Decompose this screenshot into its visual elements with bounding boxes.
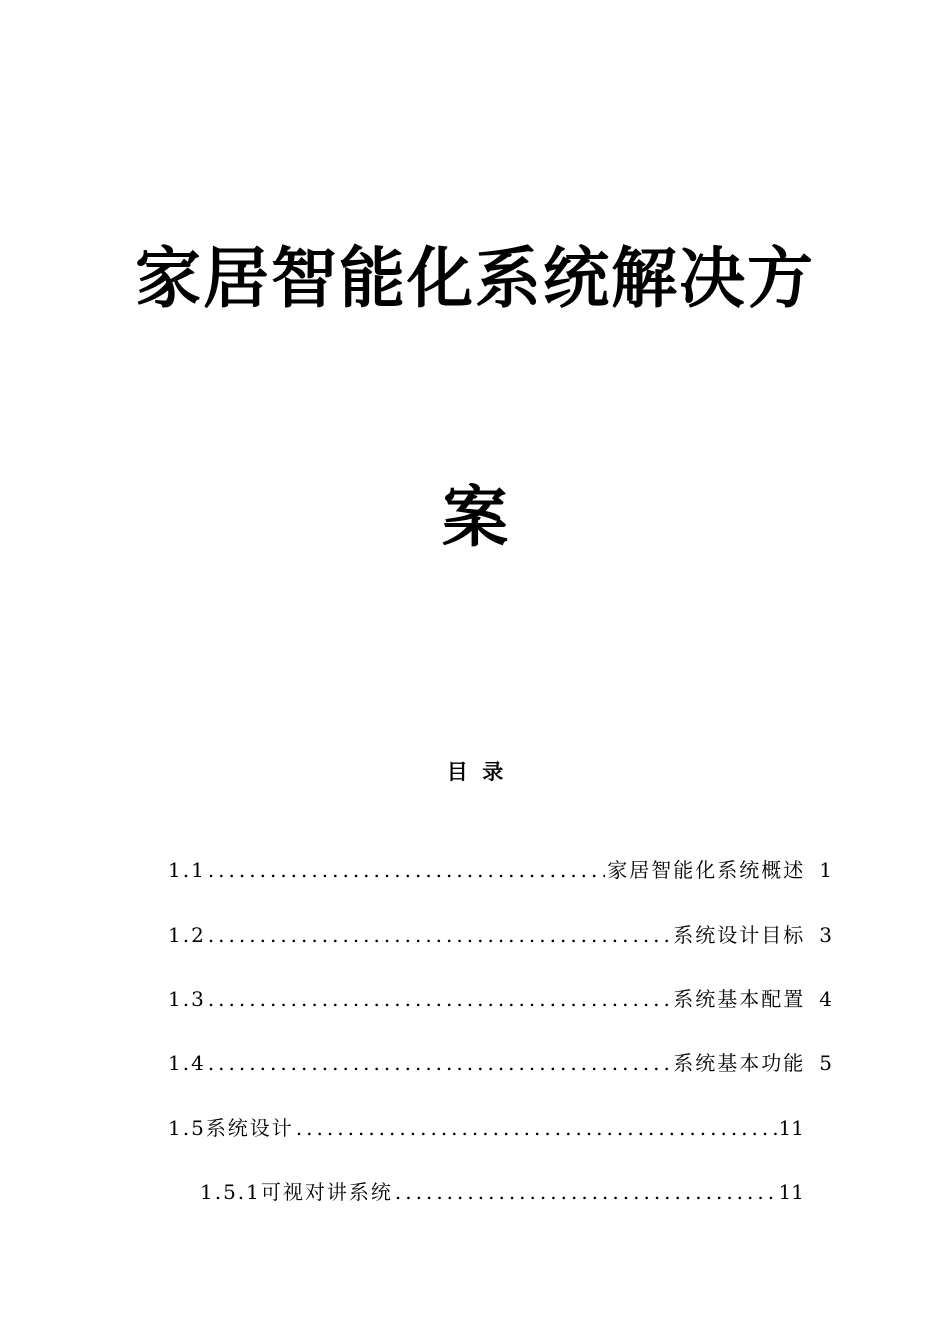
toc-entry-page: 4 [819,987,832,1011]
document-title: 家居智能化系统解决方 [135,240,815,317]
toc-leader-dots [208,1053,671,1073]
toc-entry-title: 系统设计 [205,1116,294,1140]
toc-leader-dots [208,989,671,1009]
toc-entry[interactable] [168,860,832,880]
toc-entry-page: 11 [778,1116,804,1140]
toc-leader-dots [208,860,605,880]
toc-entry[interactable] [168,1118,804,1138]
toc-entry[interactable] [168,1053,832,1073]
toc-entry-title: 系统基本配置 [673,987,806,1011]
document-title-continued: 案 [442,479,508,556]
toc-entry-page: 5 [819,1051,832,1075]
toc-heading: 目 录 [446,760,504,784]
toc-entry-number: 1.4 [168,1051,206,1075]
toc-entry[interactable] [168,925,832,945]
toc-leader-dots [296,1118,777,1138]
toc-entry-title: 系统基本功能 [673,1051,806,1075]
toc-entry-page: 11 [778,1180,804,1204]
toc-entry-page: 3 [819,923,832,947]
toc-entry-page: 1 [819,858,832,882]
toc-entry[interactable] [168,989,832,1009]
toc-entry-title: 可视对讲系统 [260,1180,393,1204]
toc-entry-number: 1.3 [168,987,206,1011]
toc-leader-dots [395,1182,777,1202]
toc-leader-dots [208,925,671,945]
toc-entry-number: 1.1 [168,858,206,882]
toc-entry-title: 家居智能化系统概述 [607,858,806,882]
toc-subentry[interactable] [200,1182,804,1202]
toc-entry-number: 1.5.1 [200,1180,261,1204]
toc-entry-number: 1.2 [168,923,206,947]
toc-entry-title: 系统设计目标 [673,923,806,947]
toc-entry-number: 1.5 [168,1116,206,1140]
